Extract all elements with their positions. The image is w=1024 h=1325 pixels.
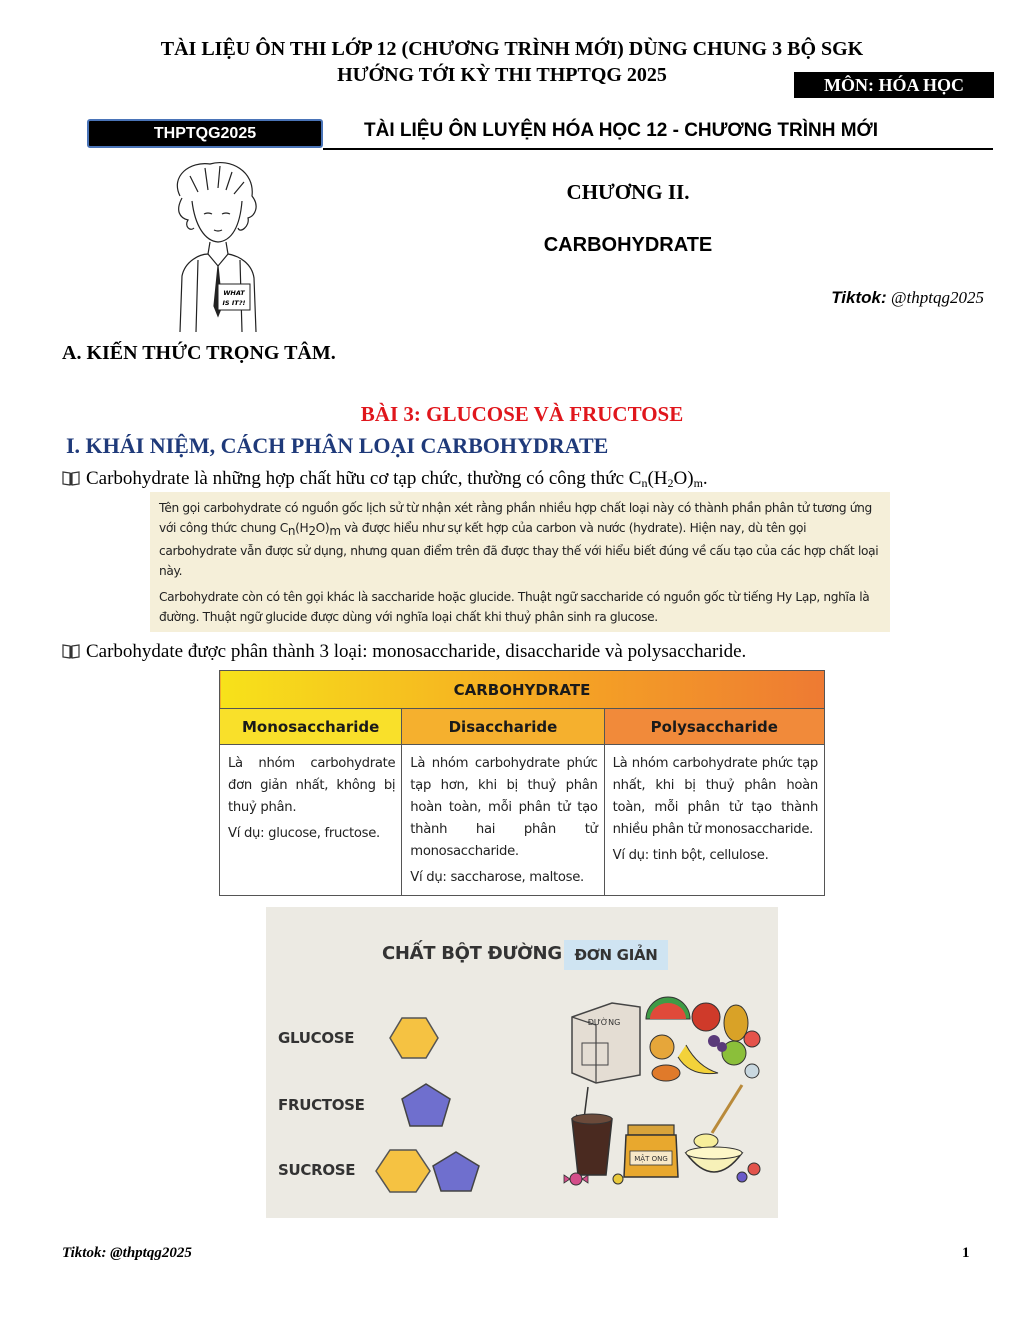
section-heading-a: A. KIẾN THỨC TRỌNG TÂM. (62, 342, 336, 364)
column-header-disaccharide: Disaccharide (402, 709, 604, 745)
column-header-monosaccharide: Monosaccharide (220, 709, 402, 745)
sugar-bag-label: ĐƯỜNG (587, 1018, 621, 1027)
table-caption: CARBOHYDRATE (220, 671, 825, 709)
sucrose-hexagon-icon (376, 1150, 430, 1192)
glucose-hexagon-icon (390, 1018, 438, 1058)
bullet-classification: Carbohydate được phân thành 3 loại: monosaccharide, disaccharide và polysaccharide. (62, 640, 746, 664)
sucrose-pentagon-icon (433, 1152, 479, 1191)
label-fructose: FRUCTOSE (278, 1096, 365, 1114)
simple-sugar-infographic (266, 907, 778, 1218)
info-note-box (150, 492, 890, 632)
exam-tag: THPTQG2025 (87, 119, 323, 148)
chapter-number: CHƯƠNG II. (566, 180, 690, 204)
subject-label: MÔN: HÓA HỌC (794, 72, 994, 98)
cell-monosaccharide: Là nhóm carbohydrate đơn giản nhất, không bị thuỷ phân. Ví dụ: glucose, fructose. (220, 745, 402, 896)
document-header-line1: TÀI LIỆU ÔN THI LỚP 12 (CHƯƠNG TRÌNH MỚI) DÙNG CHUNG 3 BỘ SGK (160, 38, 864, 60)
bullet-definition: Carbohydrate là những hợp chất hữu cơ tạp chức, thường có công thức $C_n(H_2O)_m$. (62, 467, 708, 495)
carbohydrate-classification-table (219, 670, 825, 896)
infographic-title: CHẤT BỘT ĐƯỜNG (382, 943, 562, 964)
chapter-name: CARBOHYDRATE (543, 234, 713, 256)
svg-text:IS IT?!: IS IT?! (222, 299, 246, 307)
note-paragraph-1: Tên gọi carbohydrate có nguồn gốc lịch sử từ nhận xét rằng phần nhiều hợp chất loại này có thành phần phân tử tương ứng với công thức chung $C_n(H_2O)_m$ và được hiểu như sự kết hợp của carbon và nước (hydrate). Hiện nay, dù tên gọi carbohydrate vẫn được sử dụng, nhưng quan điểm trên đã được thay thế với hiểu biết đúng về cấu tạo của các hợp chất loại này. (159, 501, 879, 578)
heading-i: I. KHÁI NIỆM, CÁCH PHÂN LOẠI CARBOHYDRATE (66, 433, 609, 458)
cream-bowl-icon (686, 1085, 760, 1182)
cell-disaccharide: Là nhóm carbohydrate phức tạp hơn, khi bị thuỷ phân hoàn toàn, mỗi phân tử tạo thành hai phân tử monosaccharide. Ví dụ: saccharose, maltose. (402, 745, 604, 896)
fruit-pile-icon (646, 997, 760, 1081)
footer-tiktok: Tiktok: @thptqg2025 (62, 1245, 192, 1261)
banner-title: TÀI LIỆU ÔN LUYỆN HÓA HỌC 12 - CHƯƠNG TRÌNH MỚI (364, 120, 879, 141)
iced-drink-icon (572, 1087, 612, 1175)
honey-jar-label: MẬT ONG (634, 1155, 668, 1163)
page-number: 1 (962, 1245, 970, 1261)
label-glucose: GLUCOSE (278, 1029, 355, 1047)
fructose-pentagon-icon (402, 1084, 450, 1126)
book-icon (62, 643, 80, 659)
honey-jar-icon (624, 1125, 678, 1177)
anime-mascot-illustration (160, 156, 272, 332)
infographic-badge: ĐƠN GIẢN (564, 940, 668, 970)
note-paragraph-2: Carbohydrate còn có tên gọi khác là saccharide hoặc glucide. Thuật ngữ saccharide có nguồn gốc từ tiếng Hy Lạp, nghĩa là đường. Thuật ngữ glucide được dùng với nghĩa loại chất khi thuỷ phân sinh ra glucose. (159, 590, 870, 624)
lesson-title: BÀI 3: GLUCOSE VÀ FRUCTOSE (360, 402, 684, 426)
label-sucrose: SUCROSE (278, 1161, 356, 1179)
mascot-sign-text: WHAT (223, 289, 245, 297)
sugar-bag-icon (572, 1003, 640, 1083)
book-icon (62, 470, 80, 486)
banner-underline (323, 148, 993, 150)
column-header-polysaccharide: Polysaccharide (604, 709, 824, 745)
tiktok-credit: Tiktok: @thptqg2025 (831, 288, 984, 307)
document-header-line2: HƯỚNG TỚI KỲ THI THPTQG 2025 (337, 64, 667, 86)
cell-polysaccharide: Là nhóm carbohydrate phức tạp nhất, khi bị thuỷ phân hoàn toàn, mỗi phân tử tạo thành nhiều phân tử monosaccharide. Ví dụ: tinh bột, cellulose. (604, 745, 824, 896)
